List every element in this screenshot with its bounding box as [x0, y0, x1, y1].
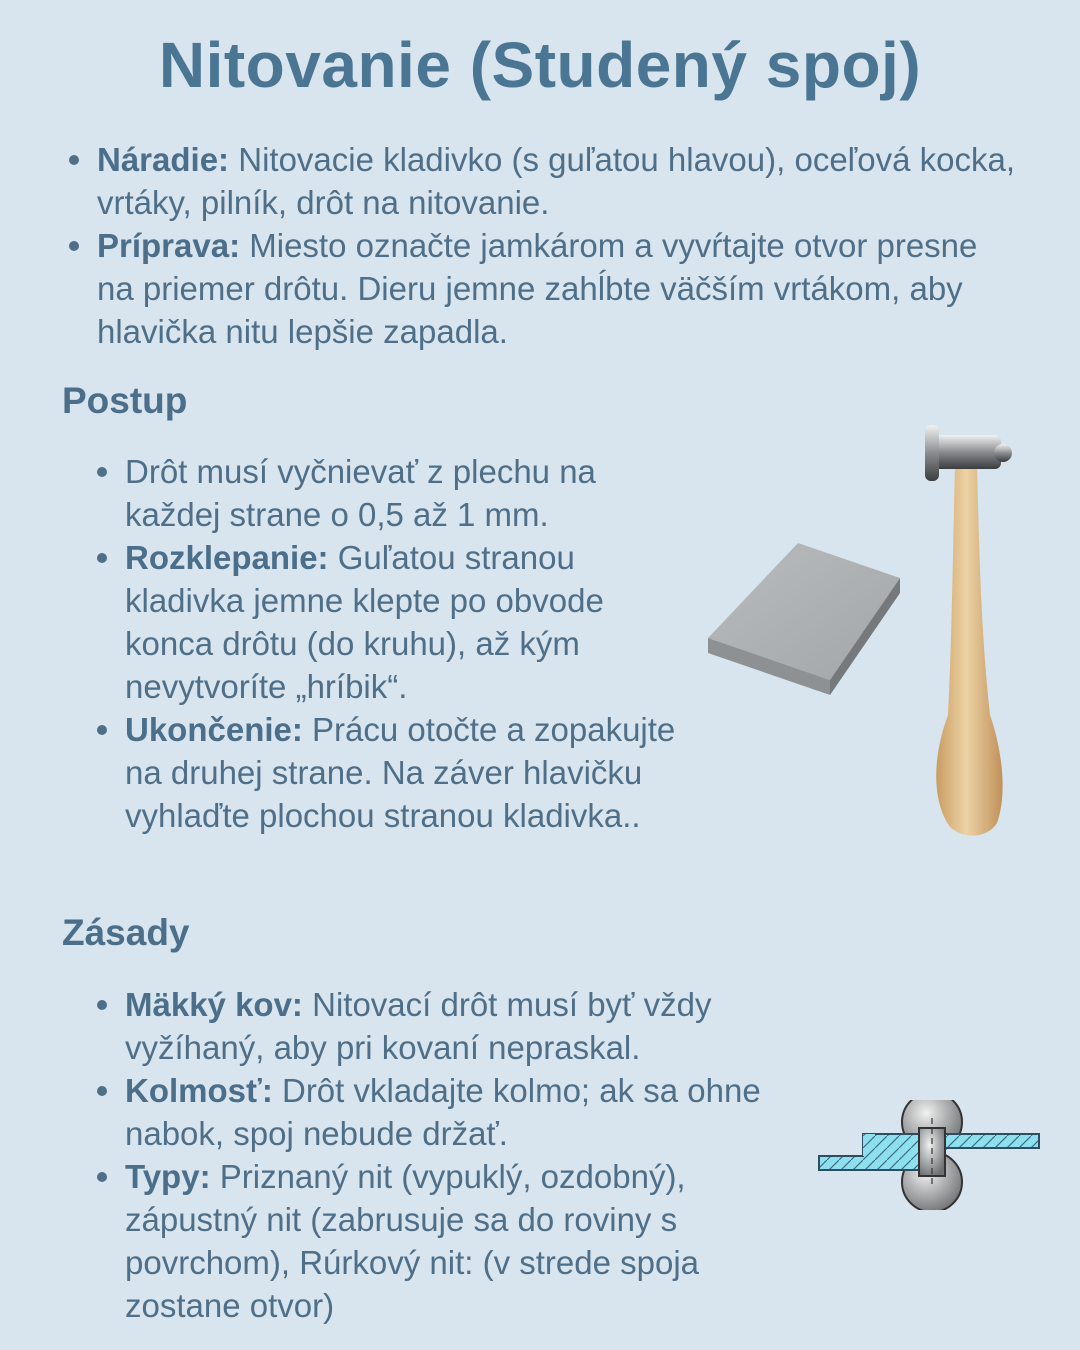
list-item	[62, 224, 1022, 353]
section-heading-postup: Postup	[62, 380, 188, 421]
item-label: Typy:	[125, 1158, 211, 1195]
page-title: Nitovanie (Studený spoj)	[158, 29, 922, 101]
section-heading-zasady: Zásady	[62, 912, 190, 953]
item-label: Náradie:	[97, 141, 230, 178]
item-text: Drôt vkladajte kolmo; ak sa ohne nabok, spoj nebude držať.	[125, 1072, 761, 1152]
item-text: Drôt musí vyčnievať z plechu na každej strane o 0,5 až 1 mm.	[125, 453, 596, 533]
zasady-list	[90, 983, 790, 1327]
item-text: Miesto označte jamkárom a vyvŕtajte otvor presne na priemer drôtu. Dieru jemne zahĺbte väčším vrtákom, aby hlavička nitu lepšie zapadla.	[97, 227, 978, 350]
list-item	[90, 1069, 790, 1155]
steel-block-icon	[700, 535, 910, 705]
list-item	[90, 983, 790, 1069]
list-item	[62, 138, 1022, 224]
item-label: Ukončenie:	[125, 711, 303, 748]
item-label: Príprava:	[97, 227, 241, 264]
item-text: Priznaný nit (vypuklý, ozdobný), zápustný nit (zabrusuje sa do roviny s povrchom), Rúrkový nit: (v strede spoja zostane otvor)	[125, 1158, 700, 1324]
item-text: Nitovací drôt musí byť vždy vyžíhaný, aby pri kovaní nepraskal.	[125, 986, 712, 1066]
rivet-cross-section-icon	[815, 1100, 1045, 1210]
list-item	[90, 536, 690, 708]
intro-list	[62, 138, 1022, 353]
riveting-hammer-icon	[915, 415, 1020, 845]
list-item	[90, 708, 690, 837]
postup-list	[90, 450, 690, 837]
item-label: Rozklepanie:	[125, 539, 329, 576]
item-text: Nitovacie kladivko (s guľatou hlavou), oceľová kocka, vrtáky, pilník, drôt na nitovanie.	[97, 141, 1016, 221]
item-label: Mäkký kov:	[125, 986, 303, 1023]
item-text: Guľatou stranou kladivka jemne klepte po obvode konca drôtu (do kruhu), až kým nevytvoríte „hríbik“.	[125, 539, 604, 705]
list-item	[90, 1155, 790, 1327]
item-label: Kolmosť:	[125, 1072, 273, 1109]
item-text: Prácu otočte a zopakujte na druhej strane. Na záver hlavičku vyhlaďte plochou stranou kladivka..	[125, 711, 676, 834]
list-item	[90, 450, 690, 536]
